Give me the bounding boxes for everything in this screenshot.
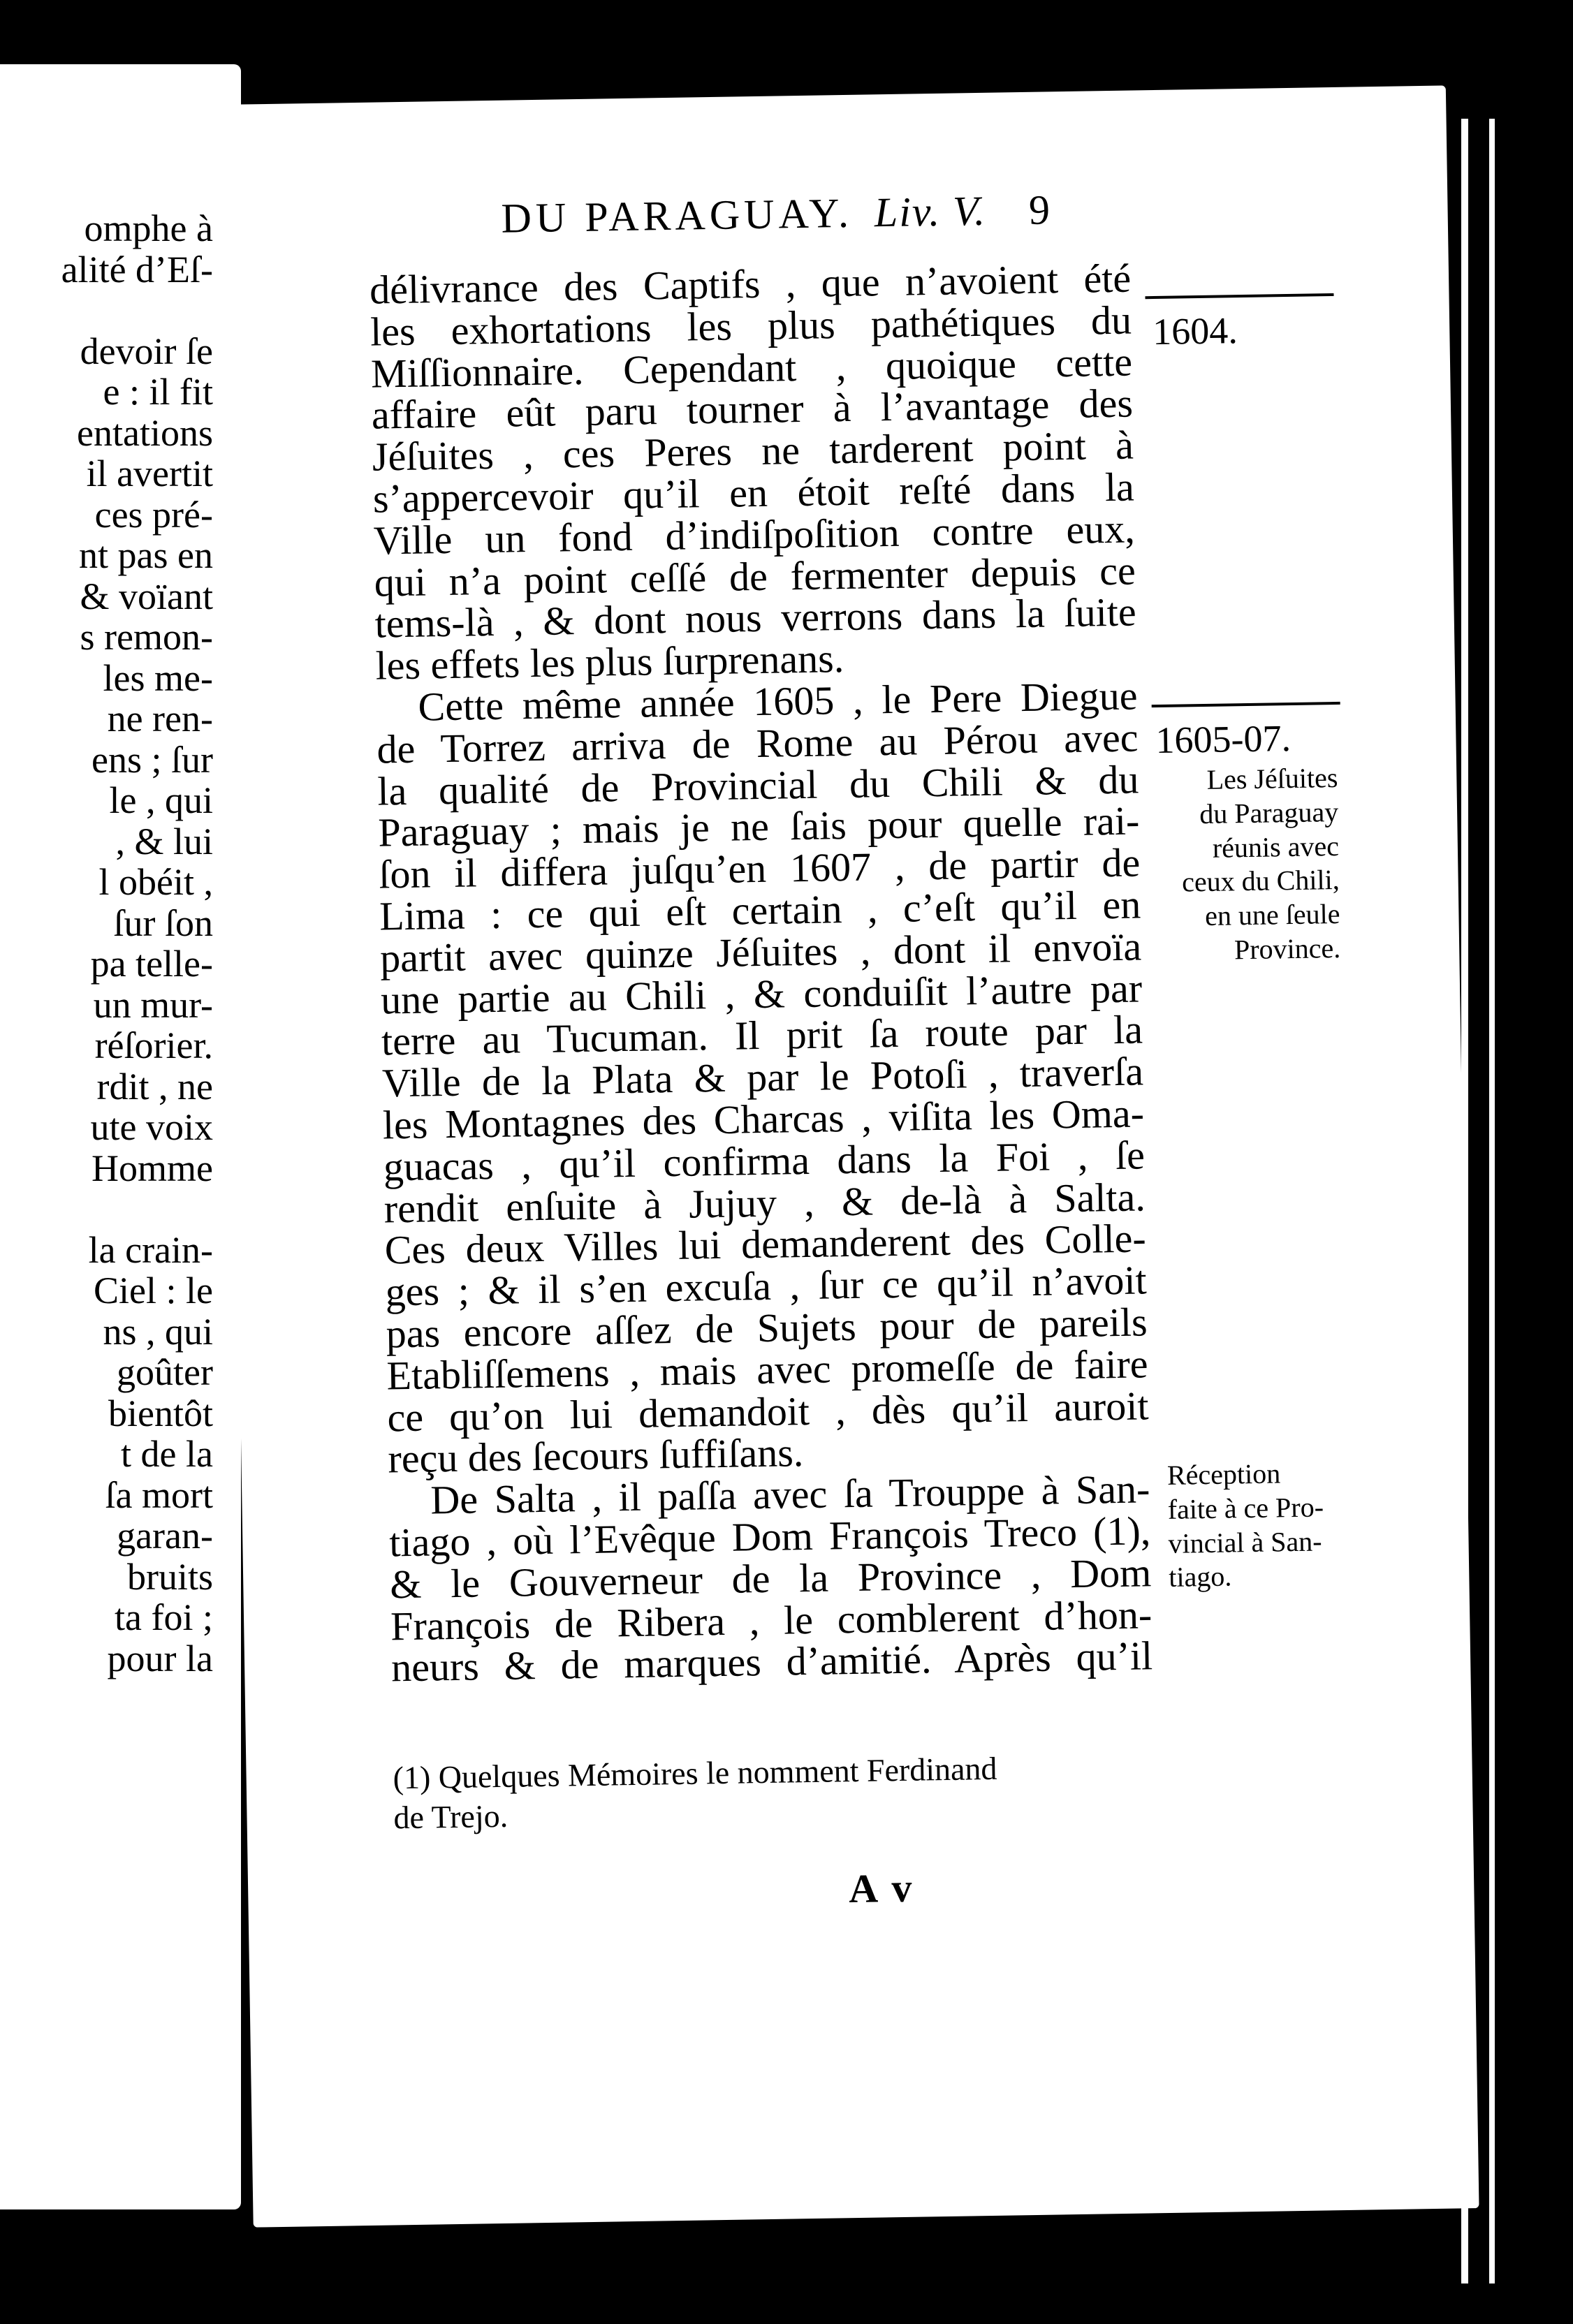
left-page-line: le , qui	[109, 779, 213, 821]
text-line: terre au Tucuman. Il prit ſa route par la	[381, 1006, 1143, 1064]
text-line: François de Ribera , le comblerent d’hon-	[390, 1591, 1153, 1649]
text-line: & le Gouverneur de la Province , Dom	[389, 1550, 1152, 1608]
text-line: reçu des ſecours ſuffiſans.	[387, 1429, 804, 1482]
text-line: de Torrez arriva de Rome au Pérou avec	[376, 714, 1139, 772]
text-line: Miſſionnaire. Cependant , quoique cette	[370, 339, 1133, 397]
text-line: Jéſuites , ces Peres ne tarderent point à	[372, 422, 1134, 480]
page-number: 9	[1028, 186, 1055, 233]
left-page-line: t de la	[121, 1433, 213, 1475]
margin-note-line: Les Jéſuites	[1206, 761, 1338, 795]
text-line: Ces deux Villes lui demanderent des Colle-	[384, 1215, 1147, 1273]
left-page-line: & voïant	[80, 575, 213, 617]
text-line: partit avec quinze Jéſuites , dont il envoïa	[379, 923, 1142, 981]
left-page-line: nt pas en	[79, 534, 213, 576]
left-page-line: Ciel : le	[94, 1270, 213, 1311]
margin-year-1604: 1604.	[1152, 309, 1238, 353]
left-page-line: Homme	[92, 1147, 213, 1189]
footnote-line: de Trejo.	[393, 1797, 509, 1836]
text-line: la qualité de Provincial du Chili & du	[376, 756, 1139, 814]
left-page-line: ta foi ;	[115, 1596, 213, 1638]
text-line: rendit enſuite à Jujuy , & de-là à Salta.	[383, 1173, 1146, 1232]
text-line: les Montagnes des Charcas , viſita les Oma-	[382, 1090, 1145, 1148]
text-line: ce qu’on lui demandoit , dès qu’il auroit	[387, 1382, 1149, 1441]
margin-note-line: en une ſeule	[1204, 898, 1340, 932]
left-page-line: garan-	[117, 1515, 213, 1557]
margin-note-jesuites	[1156, 761, 1341, 969]
left-page-line: réſorier.	[94, 1024, 213, 1066]
left-page-line: l obéit ,	[98, 861, 213, 903]
text-line: ges ; & il s’en excuſa , ſur ce qu’il n’avoit	[385, 1257, 1148, 1315]
text-line: s’appercevoir qu’il en étoit reſté dans la	[372, 464, 1135, 522]
margin-year-1605-07: 1605-07.	[1155, 717, 1292, 762]
left-page-line: , & lui	[115, 820, 213, 862]
left-page-line: bientôt	[108, 1392, 213, 1434]
margin-note-line: réunis avec	[1212, 830, 1340, 864]
left-page-line: pa telle-	[90, 943, 213, 985]
text-line: Paraguay ; mais je ne ſais pour quelle rai-	[377, 797, 1140, 855]
text-line: ſon il differa juſqu’en 1607 , de partir de	[378, 839, 1141, 897]
footnote-line: (1) Quelques Mémoires le nomment Ferdinand	[393, 1750, 997, 1796]
text-line: tiago , où l’Evêque Dom François Treco (1),	[388, 1508, 1151, 1566]
margin-note-line: ceux du Chili,	[1181, 864, 1340, 898]
left-page-line: ens ; ſur	[92, 738, 213, 781]
text-line: une partie au Chili , & conduiſit l’autre par	[380, 965, 1143, 1023]
left-page-line: ſur ſon	[113, 902, 213, 944]
text-line: les effets les plus ſurprenans.	[375, 635, 844, 689]
margin-note-line: Province.	[1234, 932, 1341, 966]
running-title: DU PARAGUAY.	[501, 189, 854, 242]
left-page-line: bruits	[126, 1555, 213, 1598]
margin-note-line: faite à ce Pro-	[1167, 1491, 1324, 1525]
margin-note-line: du Paraguay	[1199, 795, 1339, 830]
left-page-line: ute voix	[90, 1106, 213, 1148]
text-line: les exhortations les plus pathétiques du	[370, 297, 1132, 355]
margin-rule	[1152, 702, 1340, 707]
previous-page-fragment	[0, 64, 241, 2209]
left-page-line: il avertit	[86, 453, 213, 494]
left-page-line: ces pré-	[94, 493, 213, 536]
left-page-line: un mur-	[93, 983, 213, 1026]
text-line: guacas , qu’il confirma dans la Foi , ſe	[383, 1132, 1146, 1190]
text-line: Etabliſſemens , mais avec promeſſe de faire	[386, 1341, 1148, 1399]
text-line: Lima : ce qui eſt certain , c’eſt qu’il en	[379, 881, 1141, 939]
left-page-line: pour la	[107, 1637, 213, 1679]
left-page-line: ſa mort	[105, 1473, 213, 1516]
left-page-line: entations	[77, 411, 213, 454]
text-line: neurs & de marques d’amitié. Après qu’il	[390, 1633, 1153, 1691]
margin-note-line: Réception	[1166, 1457, 1281, 1491]
left-page-line: les me-	[103, 656, 213, 699]
left-page-line: devoir ſe	[80, 330, 213, 372]
left-page-line: e : il fit	[103, 371, 213, 413]
page-edge	[1461, 119, 1468, 2283]
signature-mark: A v	[848, 1865, 915, 1912]
margin-rule	[1145, 293, 1333, 299]
text-line: Ville de la Plata & par le Potoſi , traverſa	[381, 1048, 1144, 1106]
running-header	[501, 182, 1354, 243]
book-page	[220, 85, 1479, 2227]
text-line: délivrance des Captifs , que n’avoient été	[369, 255, 1132, 313]
text-line: pas encore aſſez de Sujets pour de pareils	[386, 1299, 1148, 1357]
left-page-line: rdit , ne	[96, 1065, 213, 1108]
text-line: affaire eût paru tourner à l’avantage des	[371, 380, 1134, 439]
left-page-line: omphe à	[84, 207, 213, 249]
page-edge	[1489, 119, 1495, 2283]
left-page-line: ne ren-	[107, 698, 213, 740]
text-line: qui n’a point ceſſé de fermenter depuis ce	[374, 547, 1136, 605]
margin-note-line: vincial à San-	[1168, 1525, 1322, 1559]
margin-note-line: tiago.	[1168, 1560, 1232, 1594]
text-line: De Salta , il paſſa avec ſa Trouppe à San-	[430, 1466, 1150, 1523]
text-line: Ville un fond d’indiſpoſition contre eux,	[373, 506, 1136, 564]
left-page-line: alité d’Eſ-	[61, 248, 213, 290]
book-number: Liv. V.	[874, 187, 987, 236]
left-page-line: s remon-	[80, 616, 213, 658]
left-page-line: goûter	[117, 1351, 213, 1393]
left-page-line: la crain-	[88, 1228, 213, 1271]
text-line: tems-là , & dont nous verrons dans la ſuite	[374, 589, 1137, 647]
left-page-line: ns , qui	[103, 1310, 213, 1353]
text-line: Cette même année 1605 , le Pere Diegue	[418, 672, 1138, 730]
margin-note-reception	[1167, 1456, 1351, 1595]
